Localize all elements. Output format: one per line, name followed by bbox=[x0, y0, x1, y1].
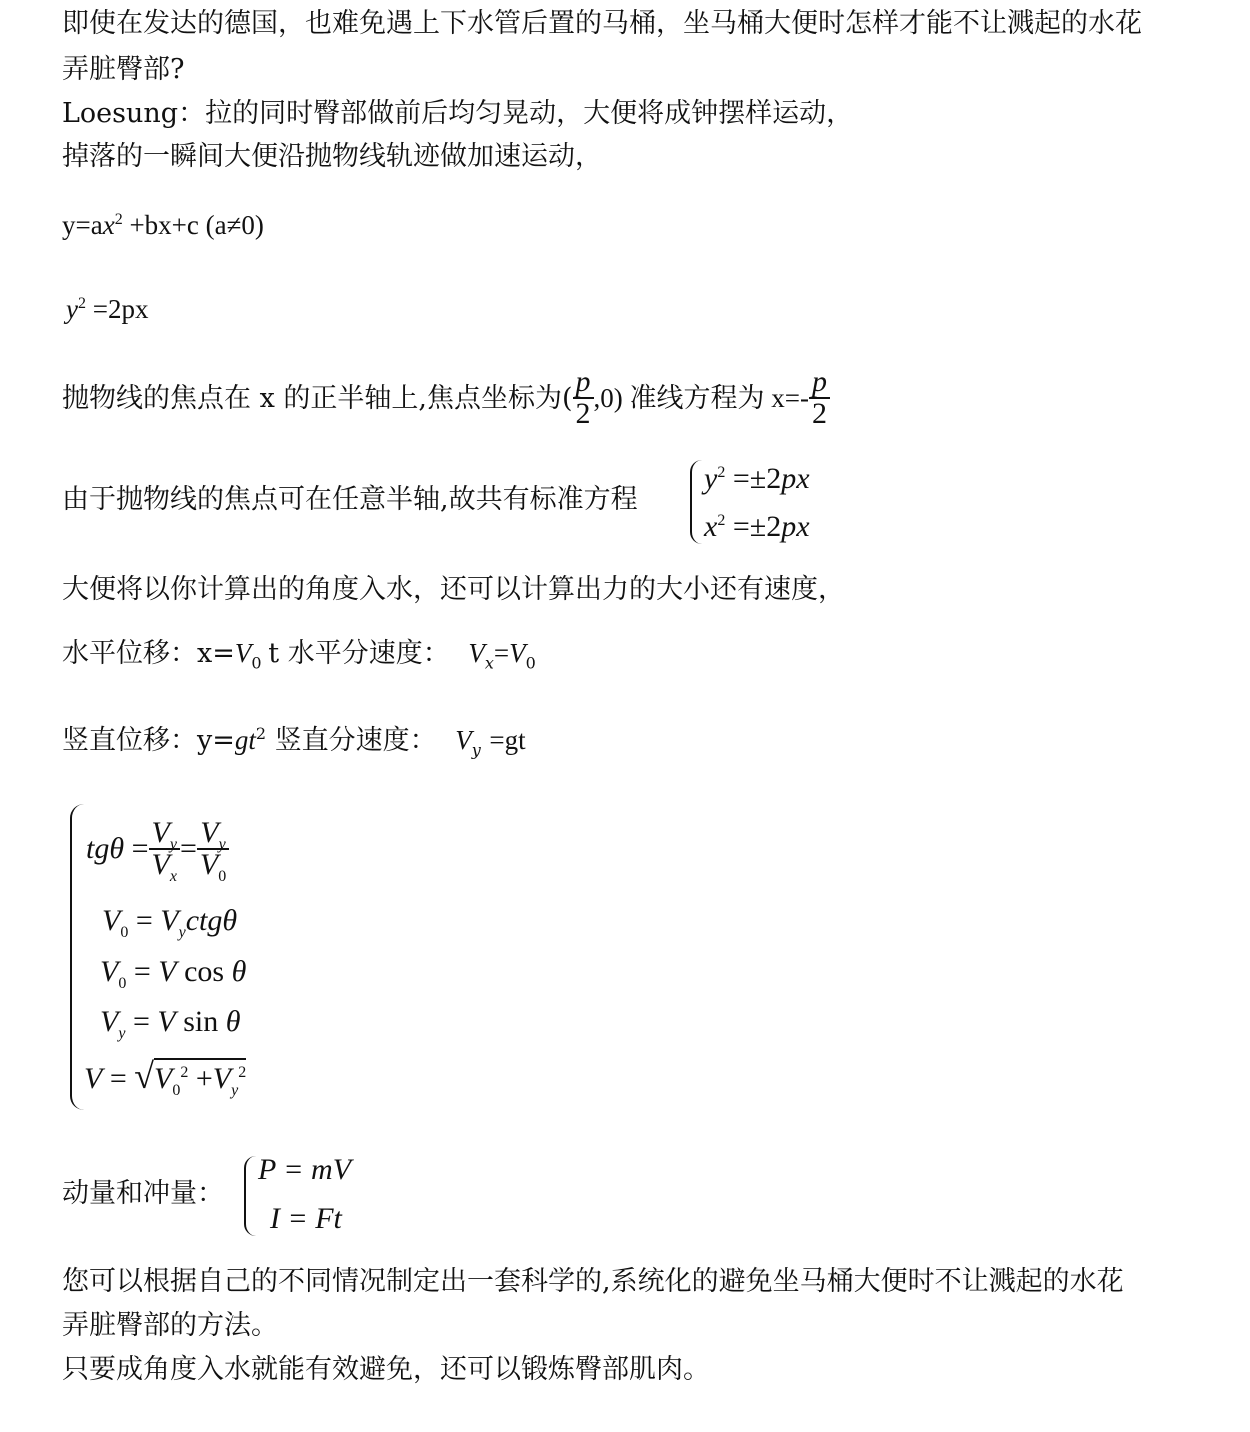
fraction-p-over-2-directrix: $\frac{p}{2}$ bbox=[809, 367, 830, 429]
formula-vy-sin: $V_y = V$ sin θ bbox=[100, 1005, 241, 1042]
formula-v0-cos: $V_0 = V$ cos θ bbox=[100, 955, 247, 992]
text-line-question-2: 弄脏臀部? bbox=[62, 54, 185, 85]
text-focus-directrix: 抛物线的焦点在 x 的正半轴上,焦点坐标为( $\frac{p}{2}$ ,0) 准线方程为 x=- $\frac{p}{2}$ bbox=[62, 362, 830, 434]
brace-momentum-system bbox=[244, 1156, 256, 1236]
formula-v0-ctg: $V_0 = V_yctg\theta$ bbox=[102, 904, 238, 941]
formula-tan-theta: tgθ = $\frac{V_y}{V_x}$ = $\frac{V_y}{V_0}$ bbox=[86, 806, 229, 892]
formula-v-magnitude: $V = √V_0^2 +V_y^2$ bbox=[84, 1056, 247, 1099]
formula-momentum: P = mV bbox=[258, 1153, 352, 1186]
brace-standard-system bbox=[690, 460, 702, 544]
formula-y2-pm2px: $y^2 =\pm 2px$ bbox=[704, 462, 810, 495]
text-line-question-1: 即使在发达的德国，也难免遇上下水管后置的马桶，坐马桶大便时怎样才能不让溅起的水花 bbox=[62, 8, 1142, 39]
text-line-conclusion-2: 弄脏臀部的方法。 bbox=[62, 1310, 278, 1341]
text-standard-equations: 由于抛物线的焦点可在任意半轴,故共有标准方程 bbox=[62, 484, 638, 515]
fraction-vy-over-v0: $\frac{V_y}{V_0}$ bbox=[197, 818, 229, 880]
formula-impulse: I = Ft bbox=[270, 1202, 342, 1235]
text-line-conclusion-1: 您可以根据自己的不同情况制定出一套科学的,系统化的避免坐马桶大便时不让溅起的水花 bbox=[62, 1266, 1124, 1297]
text-line-answer-1: Loesung：拉的同时臀部做前后均匀晃动，大便将成钟摆样运动， bbox=[62, 98, 854, 129]
formula-quadratic: $y=ax^2 +bx+c$ (a≠0) bbox=[62, 210, 264, 240]
text-line-answer-2: 掉落的一瞬间大便沿抛物线轨迹做加速运动， bbox=[62, 141, 602, 172]
formula-horizontal: 水平位移：$x=V_0$ t 水平分速度： $V_x=V_0$ bbox=[62, 638, 536, 673]
fraction-p-over-2: $\frac{p}{2}$ bbox=[573, 367, 594, 429]
formula-vertical: 竖直位移：$y=gt^2$ 竖直分速度： $V_y =gt$ bbox=[62, 724, 526, 760]
text-angle-entry: 大便将以你计算出的角度入水，还可以计算出力的大小还有速度， bbox=[62, 574, 845, 605]
fraction-vy-over-vx: $\frac{V_y}{V_x}$ bbox=[149, 818, 180, 880]
formula-x2-pm2px: $x^2 =\pm 2px$ bbox=[704, 510, 810, 543]
formula-parabola: $y^2 =2px$ bbox=[66, 294, 149, 324]
text-momentum-label: 动量和冲量： bbox=[62, 1178, 224, 1209]
text-line-final: 只要成角度入水就能有效避免，还可以锻炼臀部肌肉。 bbox=[62, 1354, 710, 1385]
brace-velocity-system bbox=[70, 804, 84, 1110]
